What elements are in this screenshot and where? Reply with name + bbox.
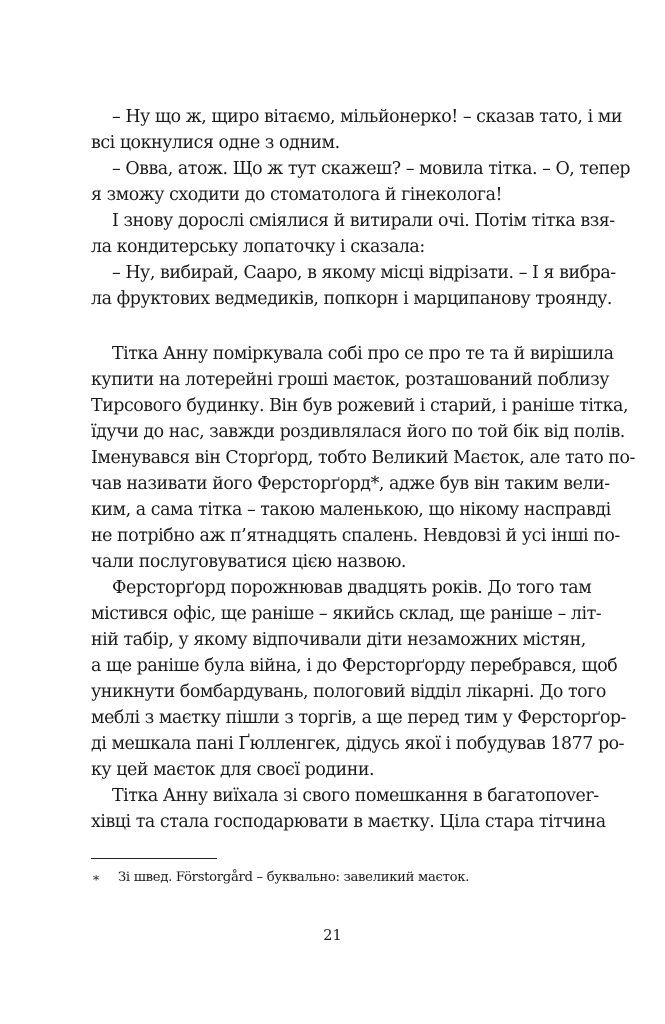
text-line: ку цей маєток для своєї родини. xyxy=(91,760,375,780)
text-line: І знову дорослі сміялися й витирали очі. Потім тітка взя- xyxy=(112,211,615,231)
text-line: не потрібно аж п’ятнадцять спалень. Невдовзі й усі інші по- xyxy=(91,526,620,546)
text-line: а ще раніше була війна, і до Ферсторґорду перебрався, щоб xyxy=(91,656,618,676)
text-line: Тітка Анну виїхала зі свого помешкання в багатопover- xyxy=(112,786,599,806)
text-line: чали послуговуватися цією назвою. xyxy=(91,552,407,572)
text-line: ким, а сама тітка – такою маленькою, що нікому насправді xyxy=(91,500,611,520)
text-line: уникнути бомбардувань, пологовий відділ лікарні. До того xyxy=(91,682,606,702)
text-line: їдучи до нас, завжди роздивлялася його по той бік від полів. xyxy=(91,422,625,442)
text-line: ла кондитерську лопаточку і сказала: xyxy=(91,237,425,257)
text-line: – Овва, атож. Що ж тут скажеш? – мовила тітка. – О, тепер xyxy=(112,159,631,179)
text-line: Тирсового будинку. Він був рожевий і старий, і раніше тітка, xyxy=(91,396,629,416)
footnote-mark: * xyxy=(93,872,100,887)
text-line: ді мешкала пані Ґюлленгек, дідусь якої і побудував 1877 ро- xyxy=(91,734,625,754)
text-line: чав називати його Ферсторґорд*, адже був він таким вели- xyxy=(91,474,610,494)
text-line: купити на лотерейні гроші маєток, розташований поблизу xyxy=(91,370,610,390)
footnote-separator xyxy=(91,858,217,859)
footnote-text: Зі швед. Förstorgård – буквально: завеликий маєток. xyxy=(118,870,470,885)
text-line: – Ну що ж, щиро вітаємо, мільйонерко! – сказав тато, і ми xyxy=(112,107,622,127)
text-line: всі цокнулися одне з одним. xyxy=(91,133,340,153)
page-number: 21 xyxy=(323,928,342,944)
text-line: містився офіс, ще раніше – якийсь склад, ще раніше – літ- xyxy=(91,604,602,624)
text-line: ній табір, у якому відпочивали діти незаможних містян, xyxy=(91,630,586,650)
text-line: Тітка Анну поміркувала собі про се про те та й вирішила xyxy=(112,344,614,364)
text-line: – Ну, вибирай, Сааро, в якому місці відрізати. – І я вибра- xyxy=(112,263,616,283)
text-line: я зможу сходити до стоматолога й гінеколога! xyxy=(91,185,503,205)
text-line: хівці та стала господарювати в маєтку. Ціла стара тітчина xyxy=(91,812,606,832)
text-line: Іменувався він Сторґорд, тобто Великий Маєток, але тато по- xyxy=(91,448,635,468)
text-line: Ферсторґорд порожнював двадцять років. До того там xyxy=(112,578,592,598)
text-line: меблі з маєтку пішли з торгів, а ще перед тим у Ферсторґор- xyxy=(91,708,626,728)
text-line: ла фруктових ведмедиків, попкорн і марципанову троянду. xyxy=(91,289,612,309)
